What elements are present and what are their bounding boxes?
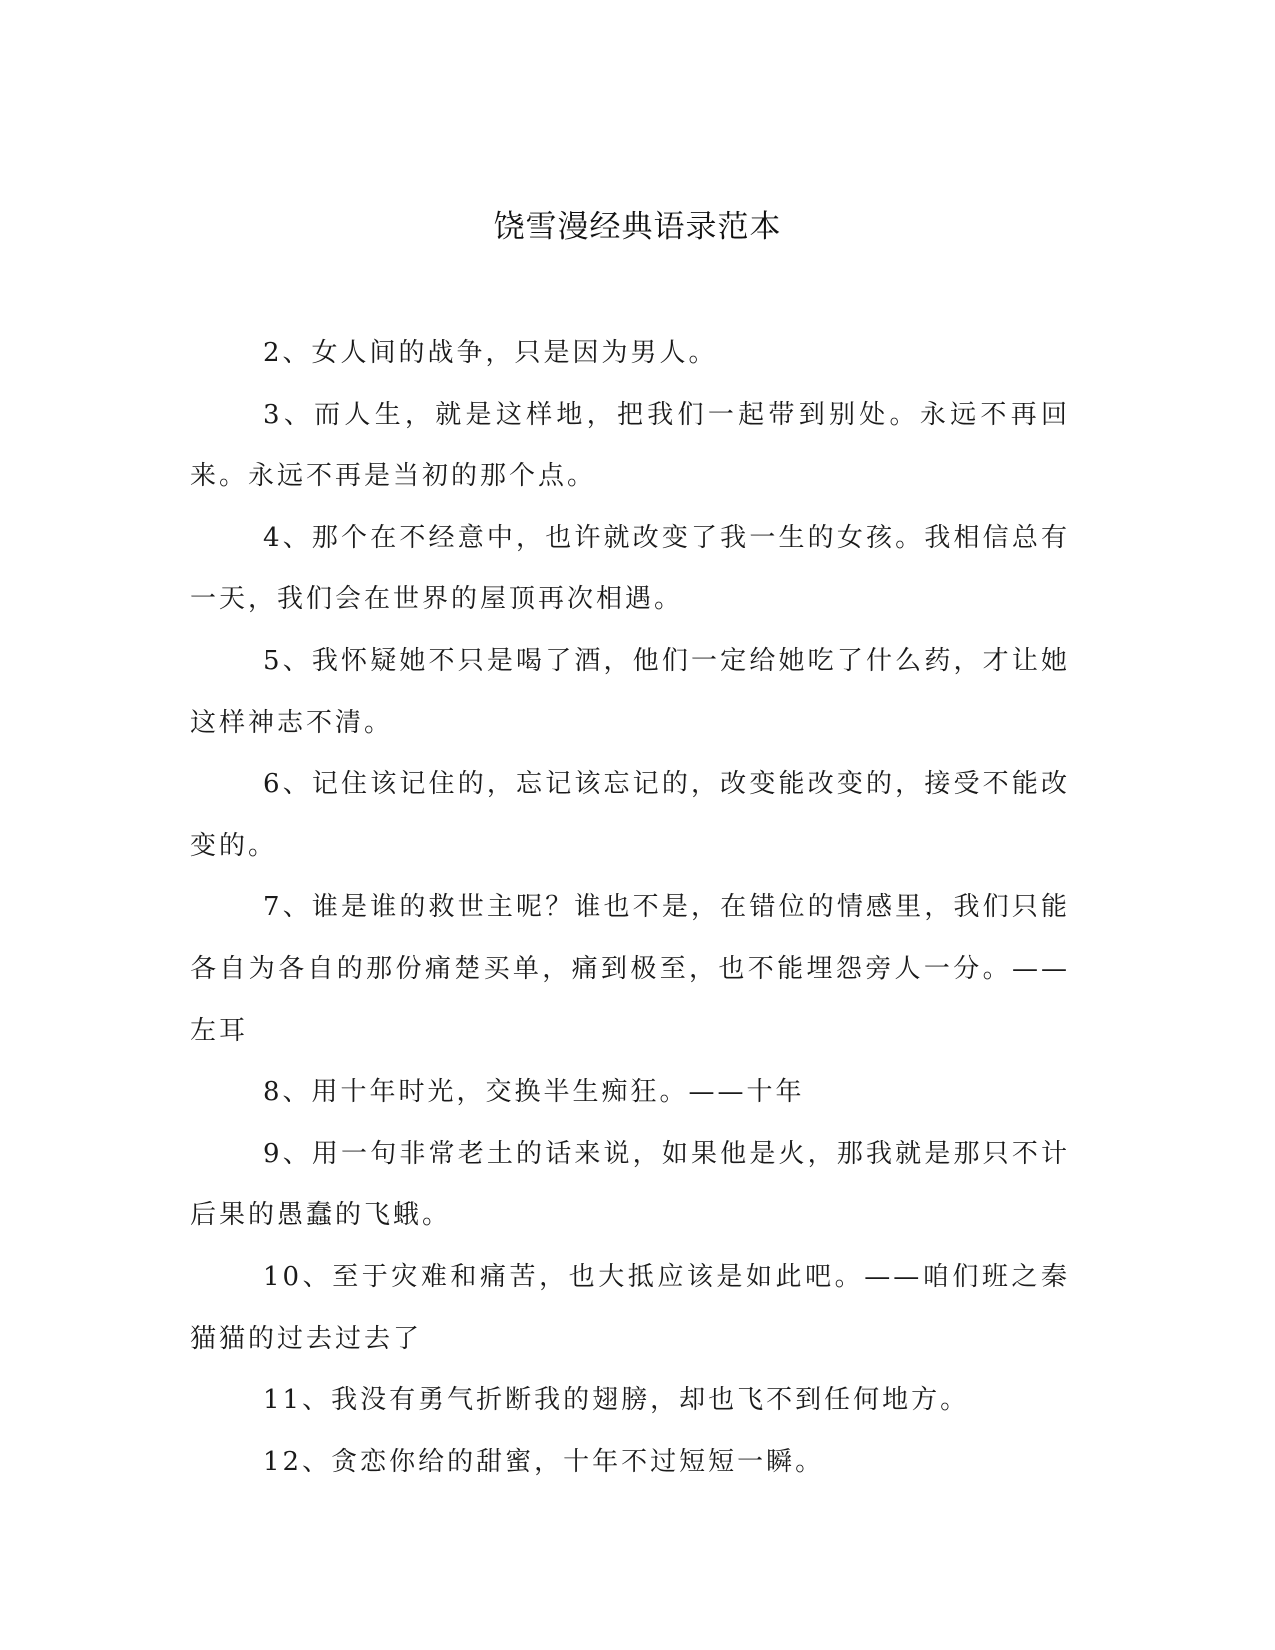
quote-paragraph: 5、我怀疑她不只是喝了酒，他们一定给她吃了什么药，才让她这样神志不清。 [190,645,1070,738]
quote-paragraph: 10、至于灾难和痛苦，也大抵应该是如此吧。——咱们班之秦猫猫的过去过去了 [190,1261,1070,1354]
document-title: 饶雪漫经典语录范本 [493,209,782,245]
quote-paragraph: 4、那个在不经意中，也许就改变了我一生的女孩。我相信总有一天，我们会在世界的屋顶再次相遇。 [190,522,1070,615]
document-body [190,323,1070,1493]
quote-paragraph: 7、谁是谁的救世主呢？谁也不是，在错位的情感里，我们只能各自为各自的那份痛楚买单，痛到极至，也不能埋怨旁人一分。——左耳 [190,892,1070,1046]
quote-paragraph: 2、女人间的战争，只是因为男人。 [263,338,718,368]
quote-paragraph: 11、我没有勇气折断我的翅膀，却也飞不到任何地方。 [263,1385,970,1416]
quote-paragraph: 9、用一句非常老土的话来说，如果他是火，那我就是那只不计后果的愚蠢的飞蛾。 [190,1138,1070,1231]
quote-paragraph: 6、记住该记住的，忘记该忘记的，改变能改变的，接受不能改变的。 [190,769,1070,861]
quote-paragraph: 12、贪恋你给的甜蜜，十年不过短短一瞬。 [263,1446,825,1477]
quote-paragraph: 3、而人生，就是这样地，把我们一起带到别处。永远不再回来。永远不再是当初的那个点。 [190,399,1070,492]
quote-paragraph: 8、用十年时光，交换半生痴狂。——十年 [263,1077,805,1108]
